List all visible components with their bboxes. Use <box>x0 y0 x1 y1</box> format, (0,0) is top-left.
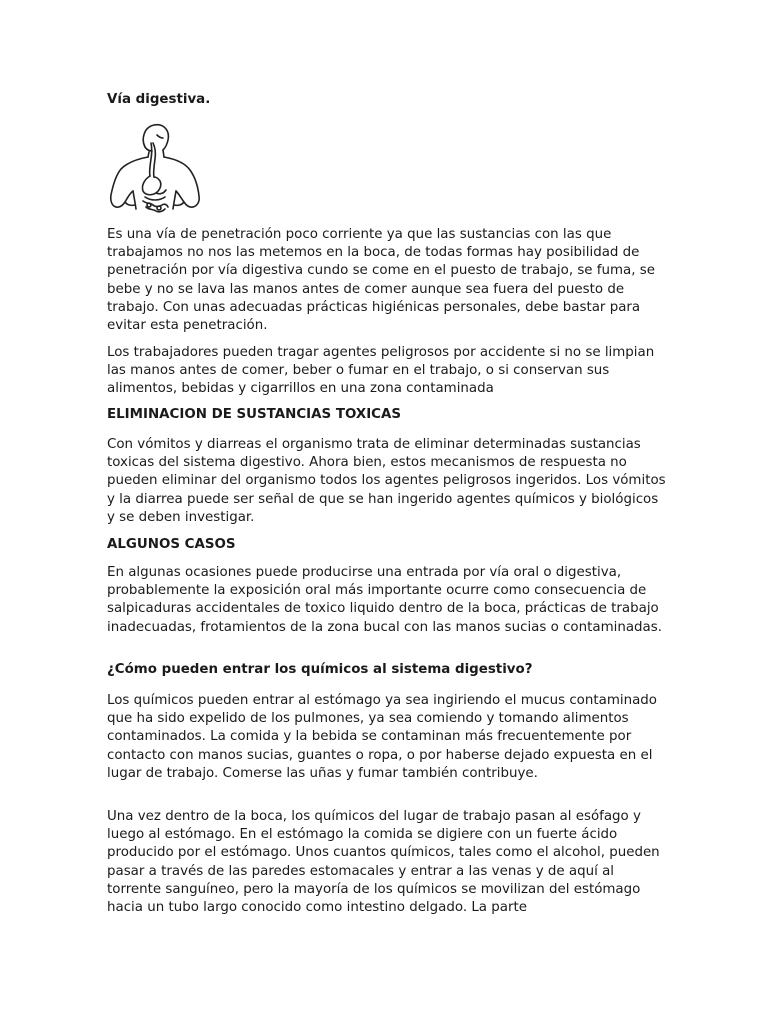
paragraph-text: Una vez dentro de la boca, los químicos del lugar de trabajo pasan al esófago y luego al estómago. En el estómago la comida se digiere con un fuerte ácido producido por el estómago. Unos cuantos químicos, tales como el alcohol, pueden pasar a través de las paredes estomacales y entrar a las venas y de aquí al torrente sanguíneo, pero la mayoría de los químicos se movilizan del estómago hacia un tubo largo conocido como intestino delgado. La parte <box>107 809 660 916</box>
section-heading: ALGUNOS CASOS <box>107 537 236 552</box>
paragraph-1 <box>107 226 667 335</box>
paragraph-3 <box>107 436 667 527</box>
section-heading: ELIMINACION DE SUSTANCIAS TOXICAS <box>107 407 402 422</box>
paragraph-text: Los químicos pueden entrar al estómago ya sea ingiriendo el mucus contaminado que ha sido expelido de los pulmones, ya sea comiendo y tomando alimentos contaminados. La comida y la bebida se contaminan más frecuentemente por contacto con manos sucias, guantes o ropa, o por haberse dejado expuesta en el lugar de trabajo. Comerse las uñas y fumar también contribuye. <box>107 693 657 781</box>
heading-como-entran <box>107 661 667 679</box>
paragraph-text: Es una vía de penetración poco corriente ya que las sustancias con las que trabajamos no nos las metemos en la boca, de todas formas hay posibilidad de penetración por vía digestiva cundo se come en el puesto de trabajo, se fuma, se bebe y no se lava las manos antes de comer aunque sea fuera del puesto de trabajo. Con unas adecuadas prácticas higiénicas personales, debe bastar para evitar esta penetración. <box>107 227 655 334</box>
paragraph-text: Con vómitos y diarreas el organismo trata de eliminar determinadas sustancias toxicas del sistema digestivo. Ahora bien, estos mecanismos de respuesta no pueden eliminar del organismo todos los agentes peligrosos ingeridos. Los vómitos y la diarrea puede ser señal de que se han ingerido agentes químicos y biológicos y se deben investigar. <box>107 437 666 525</box>
digestive-system-icon <box>107 119 201 217</box>
paragraph-text: En algunas ocasiones puede producirse una entrada por vía oral o digestiva, probablemente la exposición oral más importante ocurre como consecuencia de salpicaduras accidentales de toxico liquido dentro de la boca, prácticas de trabajo inadecuadas, frotamientos de la zona bucal con las manos sucias o contaminadas. <box>107 565 662 635</box>
paragraph-text: Los trabajadores pueden tragar agentes peligrosos por accidente si no se limpian las manos antes de comer, beber o fumar en el trabajo, o si conservan sus alimentos, bebidas y cigarrillos en una zona contaminada <box>107 345 655 397</box>
section-title: Vía digestiva. <box>107 92 211 107</box>
paragraph-2 <box>107 344 667 399</box>
heading-algunos-casos <box>107 536 667 554</box>
paragraph-5 <box>107 692 667 783</box>
heading-eliminacion <box>107 406 667 424</box>
paragraph-4 <box>107 564 667 637</box>
section-heading: ¿Cómo pueden entrar los químicos al sistema digestivo? <box>107 662 533 677</box>
paragraph-6 <box>107 808 667 917</box>
